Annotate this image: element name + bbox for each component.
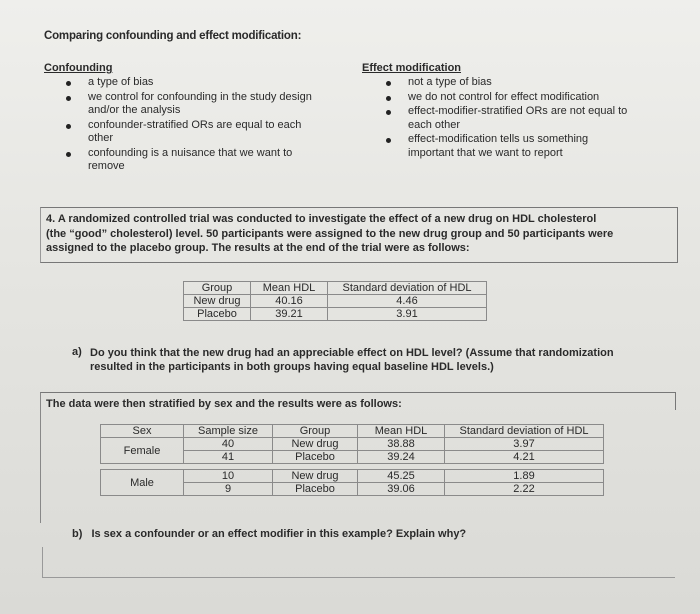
header-cell: Group xyxy=(184,282,251,295)
table-cell: 4.21 xyxy=(445,451,604,464)
bullet-icon xyxy=(66,81,71,86)
qa-line: resulted in the participants in both groups having equal baseline HDL levels.) xyxy=(90,361,494,373)
qa-text xyxy=(90,346,670,374)
table-cell: 39.21 xyxy=(251,308,328,321)
effect-modification-heading: Effect modification xyxy=(362,62,462,74)
qb-question xyxy=(72,528,466,540)
header-cell: Mean HDL xyxy=(358,425,445,438)
header-cell: Sample size xyxy=(184,425,273,438)
bullet-icon xyxy=(386,96,391,101)
header-cell: Group xyxy=(273,425,358,438)
bullet-item xyxy=(66,119,356,146)
question4-text xyxy=(46,212,674,256)
table-cell: 2.22 xyxy=(445,483,604,496)
table-header-row xyxy=(101,425,604,438)
bullet-item xyxy=(66,91,356,118)
page-title: Comparing confounding and effect modification: xyxy=(44,30,302,42)
bullet-text: each other xyxy=(408,118,460,131)
qa-line: Do you think that the new drug had an appreciable effect on HDL level? (Assume that randomization xyxy=(90,347,614,359)
qb-text: Is sex a confounder or an effect modifier in this example? Explain why? xyxy=(91,528,467,540)
table-cell: Placebo xyxy=(184,308,251,321)
table-row xyxy=(101,470,604,483)
bullet-item xyxy=(386,133,686,160)
bullet-icon xyxy=(386,138,391,143)
confounding-heading: Confounding xyxy=(44,62,113,74)
table-cell: 38.88 xyxy=(358,438,445,451)
answer-area xyxy=(42,547,675,578)
table-row xyxy=(101,438,604,451)
qa-label: a) xyxy=(72,346,82,358)
bullet-item xyxy=(66,76,356,90)
table-cell: Placebo xyxy=(273,483,358,496)
bullet-item xyxy=(386,91,686,105)
sex-cell: Female xyxy=(101,438,184,464)
table-row xyxy=(184,308,487,321)
box-edge xyxy=(675,392,676,410)
table-header-row xyxy=(184,282,487,295)
bullet-text: important that we want to report xyxy=(408,146,563,159)
table-cell: New drug xyxy=(184,295,251,308)
sex-cell: Male xyxy=(101,470,184,496)
table-cell: 40 xyxy=(184,438,273,451)
table-cell: 10 xyxy=(184,470,273,483)
table-cell: 41 xyxy=(184,451,273,464)
bullet-text: a type of bias xyxy=(88,76,154,88)
bullet-icon xyxy=(386,110,391,115)
bullet-item xyxy=(386,76,686,90)
table-cell: 39.06 xyxy=(358,483,445,496)
bullet-text: effect-modification tells us something xyxy=(408,133,589,145)
table-cell: Placebo xyxy=(273,451,358,464)
stratified-table xyxy=(100,424,604,496)
stratified-intro: The data were then stratified by sex and the results were as follows: xyxy=(46,398,402,410)
bullet-icon xyxy=(66,124,71,129)
table-cell: 1.89 xyxy=(445,470,604,483)
bullet-text: other xyxy=(88,132,114,144)
table-cell: 3.91 xyxy=(328,308,487,321)
question4-line: assigned to the placebo group. The results at the end of the trial were as follows: xyxy=(46,242,470,254)
qb-label: b) xyxy=(72,528,83,540)
bullet-icon xyxy=(66,152,71,157)
bullet-text: not a type of bias xyxy=(408,76,492,88)
table-cell: New drug xyxy=(273,438,358,451)
header-cell: Standard deviation of HDL xyxy=(445,425,604,438)
bullet-text: confounding is a nuisance that we want to xyxy=(88,146,293,159)
question4-line: (the “good” cholesterol) level. 50 participants were assigned to the new drug group and 50 participants were xyxy=(46,227,614,240)
results-table xyxy=(183,281,487,321)
bullet-text: we control for confounding in the study design xyxy=(88,90,312,103)
bullet-text: effect-modifier-stratified ORs are not equal to xyxy=(408,105,628,117)
bullet-item xyxy=(66,147,356,174)
table-cell: 45.25 xyxy=(358,470,445,483)
bullet-item xyxy=(386,105,686,132)
bullet-text: we do not control for effect modification xyxy=(408,90,600,103)
bullet-icon xyxy=(386,81,391,86)
bullet-text: and/or the analysis xyxy=(88,104,181,116)
header-cell: Standard deviation of HDL xyxy=(328,282,487,295)
header-cell: Sex xyxy=(101,425,184,438)
table-cell: 9 xyxy=(184,483,273,496)
table-cell: 3.97 xyxy=(445,438,604,451)
header-cell: Mean HDL xyxy=(251,282,328,295)
table-cell: 39.24 xyxy=(358,451,445,464)
table-cell: 4.46 xyxy=(328,295,487,308)
bullet-text: remove xyxy=(88,160,125,172)
table-cell: New drug xyxy=(273,470,358,483)
bullet-text: confounder-stratified ORs are equal to each xyxy=(88,118,302,131)
bullet-icon xyxy=(66,96,71,101)
table-cell: 40.16 xyxy=(251,295,328,308)
table-row xyxy=(184,295,487,308)
question4-line: 4. A randomized controlled trial was conducted to investigate the effect of a new drug on HDL cholesterol xyxy=(46,213,597,225)
